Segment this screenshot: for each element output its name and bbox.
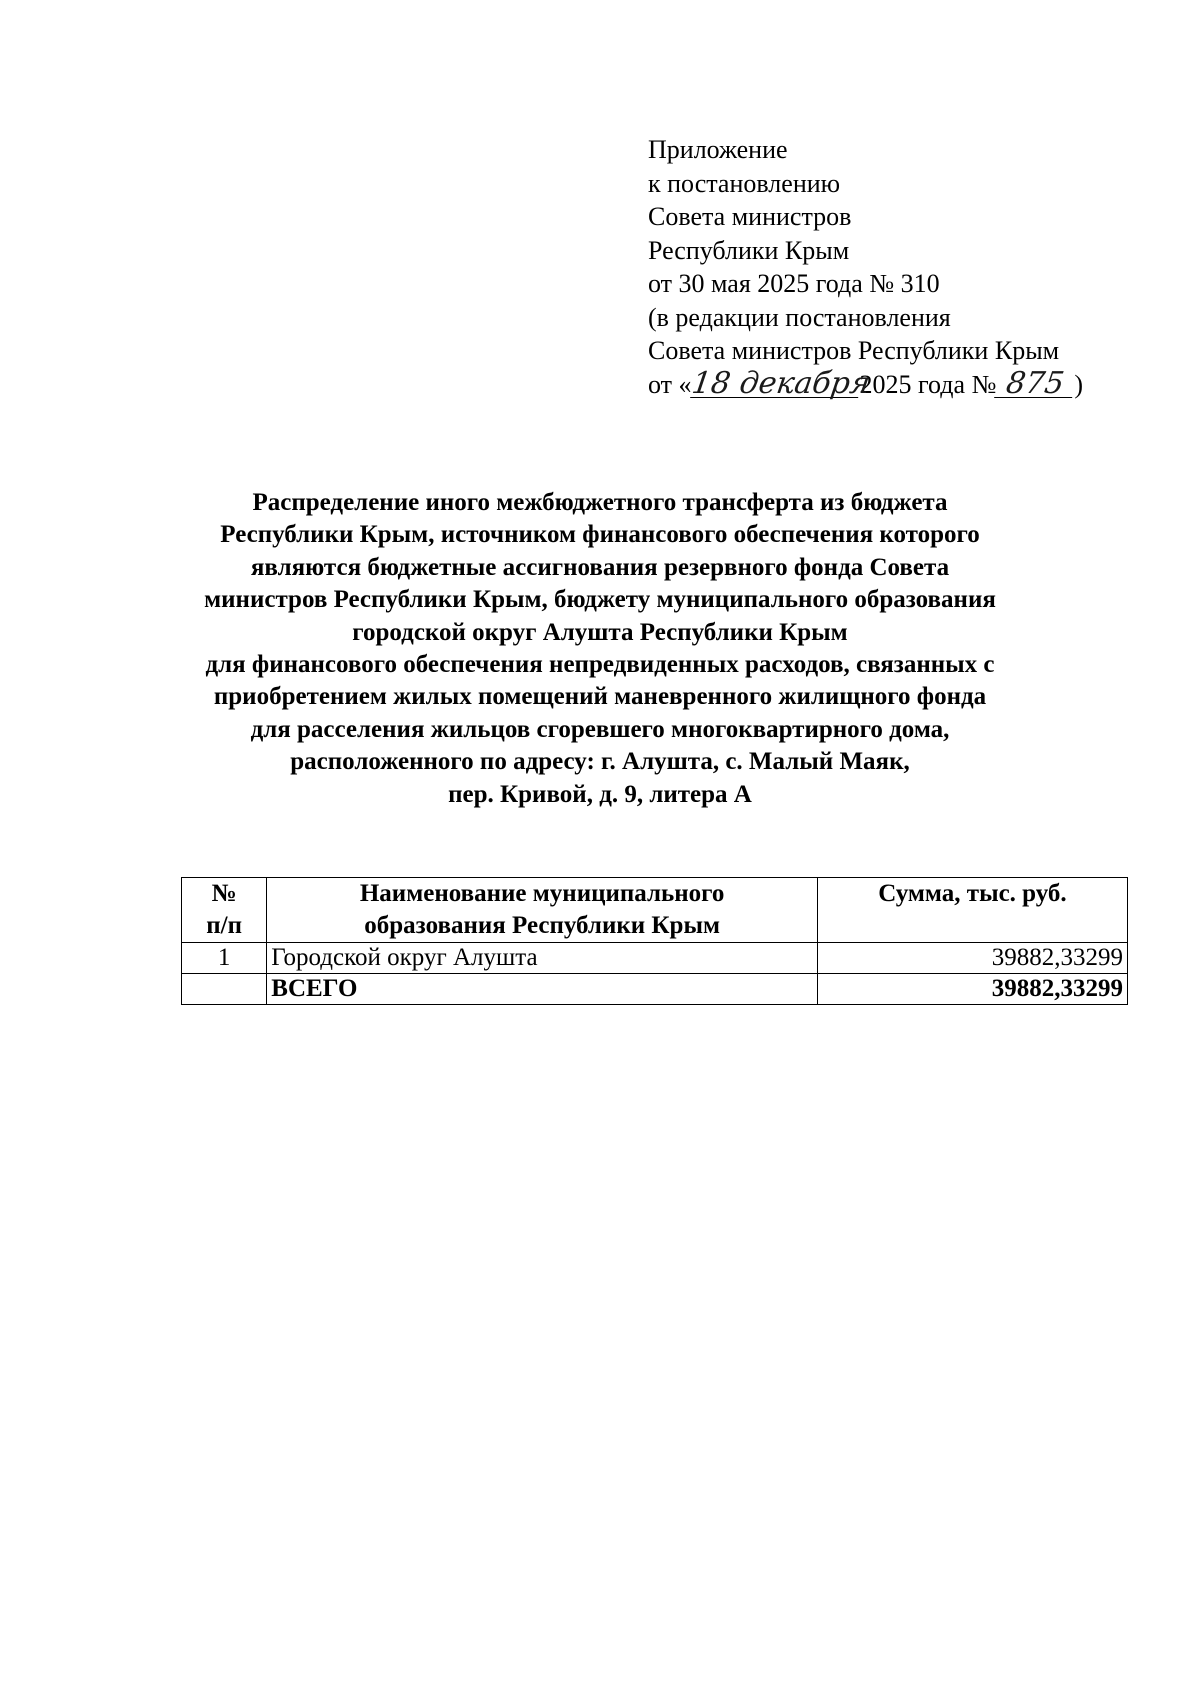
title-line: для расселения жильцов сгоревшего многоквартирного дома,: [250, 715, 950, 743]
title-line: приобретением жилых помещений маневренного жилищного фонда: [213, 683, 987, 711]
title-line: министров Республики Крым, бюджету муниципального образования: [204, 586, 996, 614]
appendix-line: к постановлению: [648, 168, 841, 198]
appendix-line: от 30 мая 2025 года № 310: [648, 269, 940, 298]
amendment-date-line: [648, 365, 1084, 402]
header-number: № п/п: [182, 878, 267, 943]
title-line: городской округ Алушта Республики Крым: [352, 618, 848, 646]
title-line: Распределение иного межбюджетного трансферта из бюджета: [252, 489, 948, 516]
handwritten-date: 18 декабря: [689, 365, 872, 401]
table-header-row: [182, 878, 1128, 943]
appendix-line: Приложение: [648, 135, 788, 164]
title-line: являются бюджетные ассигнования резервного фонда Совета: [250, 553, 950, 581]
distribution-table: [181, 877, 1128, 1005]
appendix-line: (в редакции постановления: [648, 302, 951, 332]
table-row: [182, 943, 1128, 974]
title-line: Республики Крым, источником финансового обеспечения которого: [220, 521, 980, 549]
row-sum: 39882,33299: [818, 943, 1128, 974]
year-label: 2025 года №: [859, 369, 997, 399]
table-total-row: [182, 974, 1128, 1005]
handwritten-number: 875: [994, 371, 1076, 398]
total-number: [182, 974, 267, 1005]
close-paren: ): [1074, 369, 1084, 399]
appendix-line: Республики Крым: [648, 235, 850, 265]
total-label: ВСЕГО: [267, 974, 818, 1005]
appendix-line: Совета министров: [648, 202, 852, 231]
title-line: для финансового обеспечения непредвиденных расходов, связанных с: [205, 651, 995, 679]
total-sum: 39882,33299: [818, 974, 1128, 1005]
document-title: [140, 487, 1060, 811]
row-number: 1: [182, 943, 267, 974]
header-municipality: Наименование муниципального образования Республики Крым: [267, 878, 818, 943]
title-line: расположенного по адресу: г. Алушта, с. Малый Маяк,: [290, 748, 910, 776]
appendix-line: Совета министров Республики Крым: [648, 336, 1060, 365]
row-municipality: Городской округ Алушта: [267, 943, 818, 974]
date-prefix: от «: [648, 369, 692, 399]
appendix-header: [648, 133, 1083, 401]
title-line: пер. Кривой, д. 9, литера А: [448, 780, 752, 808]
header-sum: Сумма, тыс. руб.: [818, 878, 1128, 943]
